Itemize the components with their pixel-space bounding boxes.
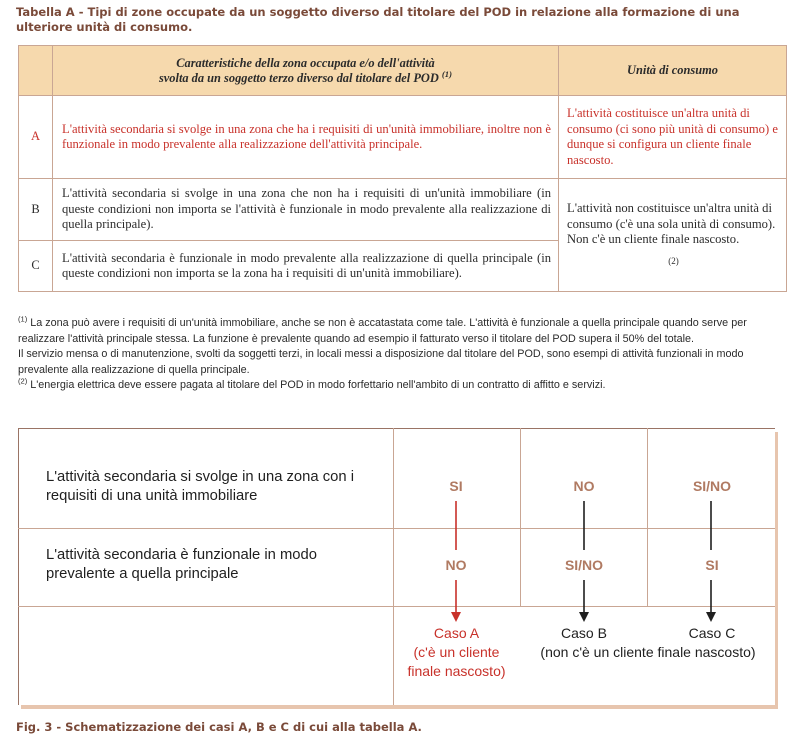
arrow-case-b bbox=[579, 612, 589, 622]
table-row-b bbox=[19, 179, 787, 241]
header-characteristics bbox=[53, 46, 559, 96]
unit-bc-text: L'attività non costituisce un'altra unità di consumo (c'è una sola unità di consumo). bbox=[567, 201, 776, 231]
result-case-a bbox=[394, 624, 519, 681]
row-description-a: L'attività secondaria si svolge in una zona che ha i requisiti di un'unità immobiliare, inoltre non è funzionale in modo prevalente alla realizzazione dell'attività principale. bbox=[53, 96, 559, 179]
result-case-a-title: Caso A bbox=[433, 625, 480, 641]
figure-caption: Fig. 3 - Schematizzazione dei casi A, B e C di cui alla tabella A. bbox=[16, 720, 422, 734]
row-unit-a: L'attività costituisce un'altra unità di consumo (ci sono più unità di consumo) e dunque si configura un cliente finale nascosto. bbox=[559, 96, 787, 179]
table-a bbox=[18, 45, 787, 292]
footnote-1-text: La zona può avere i requisiti di un'unità immobiliare, anche se non è accatastata come tale. L'attività è funzionale a quella principale quando serve per realizzare l'attività principale stessa. La funzione è prevalente quando ad esempio il fatturato verso il titolare del POD supera il 50% del totale. bbox=[18, 317, 747, 345]
result-case-a-note-2: finale nascosto) bbox=[407, 663, 506, 679]
row-letter-c: C bbox=[19, 241, 53, 292]
connector-case-c bbox=[706, 501, 716, 622]
header-consumption-unit: Unità di consumo bbox=[559, 46, 787, 96]
row-description-b: L'attività secondaria si svolge in una zona che non ha i requisiti di un'unità immobiliare (in queste condizioni non importa se l'attività è funzionale in modo prevalente alla realizzazione di quella principale). bbox=[53, 179, 559, 241]
row-unit-bc bbox=[559, 179, 787, 292]
header-characteristics-line2: svolta da un soggetto terzo diverso dal titolare del POD bbox=[158, 70, 439, 85]
row-letter-b: B bbox=[19, 179, 53, 241]
footnote-1-mark: (1) bbox=[18, 314, 28, 324]
arrow-case-a bbox=[451, 612, 461, 622]
value-row1-case-c: SI/NO bbox=[692, 478, 732, 494]
criterion-functional-prevalent: L'attività secondaria è funzionale in modo prevalente a quella principale bbox=[46, 547, 317, 582]
footnote-2-text: L'energia elettrica deve essere pagata al titolare del POD in modo forfettario nell'ambito di un contratto di affitto e servizi. bbox=[30, 379, 606, 392]
decision-diagram bbox=[18, 428, 794, 709]
header-corner-cell bbox=[19, 46, 53, 96]
unit-bc-text-2: Non c'è un cliente finale nascosto. bbox=[567, 232, 740, 246]
footnotes bbox=[18, 316, 788, 394]
footnote-ref-1: (1) bbox=[441, 68, 452, 79]
footnote-ref-2: (2) bbox=[668, 255, 679, 266]
footnote-1-continued: Il servizio mensa o di manutenzione, svolti da soggetti terzi, in locali messi a disposizione dal titolare del POD, sono esempi di attività funzionali in modo prevalente alla realizzazione di quella principale. bbox=[18, 348, 744, 376]
row-description-c: L'attività secondaria è funzionale in modo prevalente alla realizzazione di quella principale (in queste condizioni non importa se la zona ha i requisiti di un'unità immobiliare). bbox=[53, 241, 559, 292]
table-caption: Tabella A - Tipi di zone occupate da un soggetto diverso dal titolare del POD in relazione alla formazione di una ulteriore unità di consumo. bbox=[16, 5, 740, 34]
row-letter-a: A bbox=[19, 96, 53, 179]
footnote-2 bbox=[18, 378, 788, 394]
value-row1-case-a: SI bbox=[449, 478, 463, 494]
table-header-row bbox=[19, 46, 787, 96]
connector-case-b bbox=[579, 501, 589, 622]
value-row2-case-a: NO bbox=[445, 557, 467, 573]
footnote-1 bbox=[18, 316, 788, 347]
value-row2-case-b: SI/NO bbox=[564, 557, 604, 573]
result-case-c: Caso C bbox=[688, 625, 736, 641]
arrow-case-c bbox=[706, 612, 716, 622]
result-case-bc-note: (non c'è un cliente finale nascosto) bbox=[540, 644, 756, 660]
header-characteristics-line1: Caratteristiche della zona occupata e/o dell'attività bbox=[176, 55, 435, 70]
footnote-2-mark: (2) bbox=[18, 376, 28, 386]
result-case-a-note-1: (c'è un cliente bbox=[413, 644, 500, 660]
value-row1-case-b: NO bbox=[573, 478, 595, 494]
result-case-b: Caso B bbox=[561, 625, 607, 641]
criterion-real-estate-unit: L'attività secondaria si svolge in una zona con i requisiti di una unità immobiliare bbox=[46, 469, 354, 504]
table-row-a bbox=[19, 96, 787, 179]
connector-case-a bbox=[451, 501, 461, 622]
value-row2-case-c: SI bbox=[705, 557, 719, 573]
